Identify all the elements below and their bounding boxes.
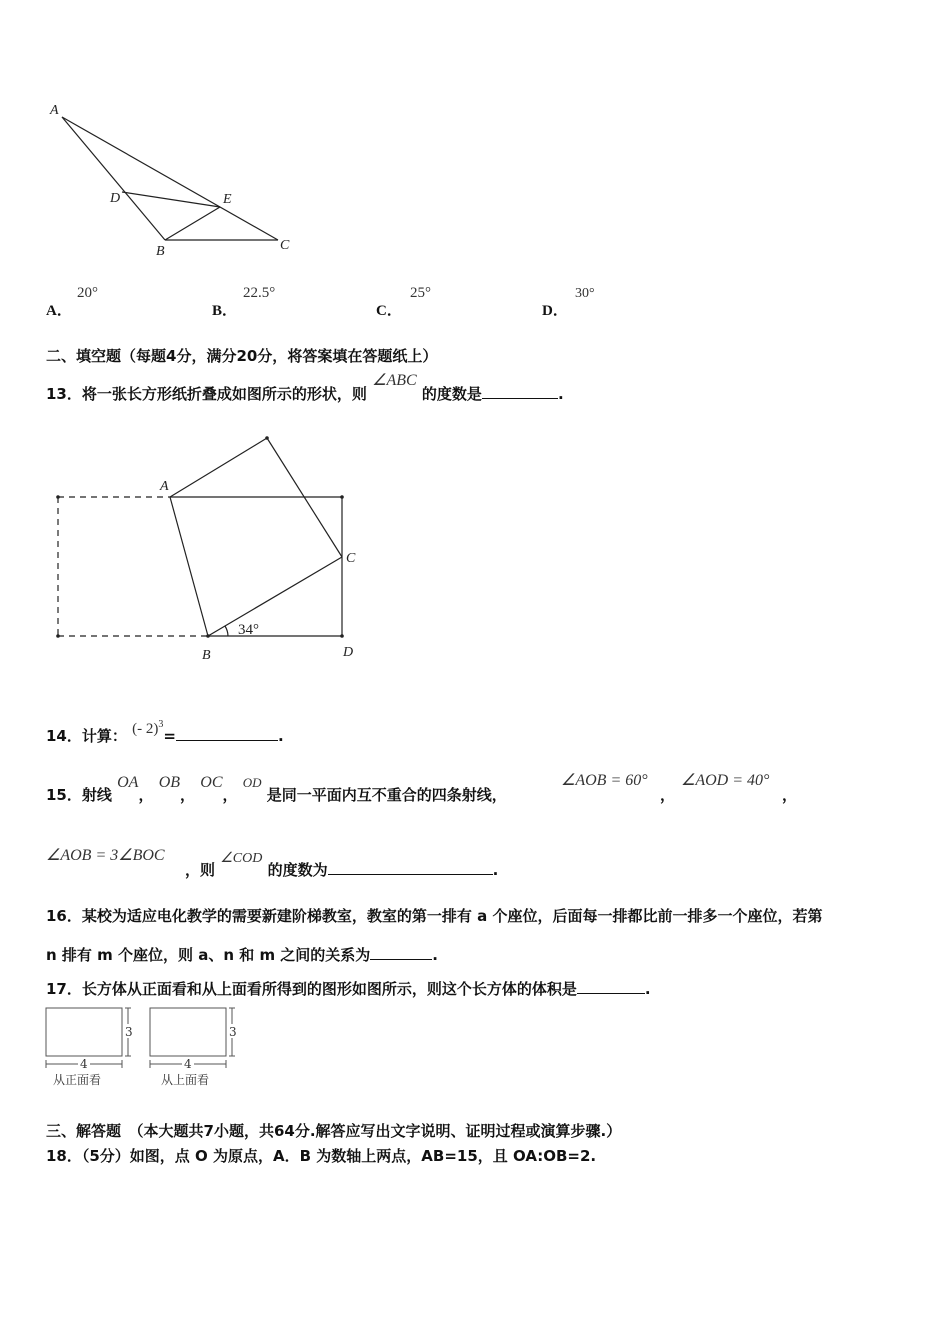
crease-bc bbox=[208, 557, 342, 636]
option-a-value: 20° bbox=[77, 285, 98, 301]
condition-aob: ∠AOB = 60° bbox=[561, 772, 648, 789]
ray-od: OD bbox=[242, 775, 262, 790]
folded-rectangle-figure bbox=[40, 430, 380, 670]
option-c-value: 25° bbox=[410, 285, 431, 301]
triangle-figure bbox=[40, 95, 310, 270]
option-a-label: A． bbox=[46, 303, 72, 319]
q14-prefix: 14．计算： bbox=[46, 727, 127, 745]
q15-answer-blank[interactable] bbox=[328, 860, 493, 875]
q14-equals: = bbox=[163, 727, 176, 745]
fold-top bbox=[170, 438, 267, 497]
ray-oc: OC bbox=[200, 774, 223, 791]
q13-angle: ∠ABC bbox=[372, 372, 417, 389]
top-depth: 3 bbox=[229, 1025, 237, 1039]
label-b: B bbox=[202, 648, 211, 663]
question-14 bbox=[46, 719, 284, 746]
fold-left bbox=[170, 497, 208, 636]
question-17: 17．长方体从正面看和从上面看所得到的图形如图所示，则这个长方体的体积是 . bbox=[46, 980, 651, 998]
label-d: D bbox=[110, 191, 121, 206]
option-b-label: B． bbox=[212, 303, 238, 319]
label-c: C bbox=[346, 551, 356, 566]
condition-aob-boc: ∠AOB = 3∠BOC bbox=[46, 847, 165, 864]
q13-prefix: 13．将一张长方形纸折叠成如图所示的形状，则 bbox=[46, 385, 367, 403]
segment-be bbox=[165, 207, 220, 240]
q15-mid: 是同一平面内互不重合的四条射线， bbox=[266, 786, 507, 804]
q15-prefix: 15．射线 bbox=[46, 786, 112, 804]
question-13 bbox=[46, 372, 564, 404]
section-3-heading: 三、解答题 （本大题共7小题，共64分.解答应写出文字说明、证明过程或演算步骤.） bbox=[46, 1122, 622, 1140]
q14-expression: (- 2)$^3$ bbox=[132, 719, 164, 737]
label-e: E bbox=[223, 192, 232, 207]
ray-oa: OA bbox=[117, 774, 139, 791]
option-c-label: C． bbox=[376, 303, 402, 319]
ray-ob: OB bbox=[158, 774, 181, 791]
label-d: D bbox=[343, 645, 354, 660]
q13-suffix: 的度数是 bbox=[421, 385, 482, 403]
segment-ac bbox=[62, 117, 278, 240]
segment-ab bbox=[62, 117, 165, 240]
segment-de bbox=[122, 192, 220, 207]
label-c: C bbox=[280, 238, 290, 253]
q14-end: . bbox=[277, 727, 284, 745]
front-view-rect bbox=[46, 1008, 122, 1056]
top-view-caption: 从上面看 bbox=[161, 1073, 210, 1087]
option-b-value: 22.5° bbox=[243, 285, 276, 301]
q15-target-angle: ∠COD bbox=[220, 851, 263, 866]
question-16-line-2: n 排有 m 个座位，则 a、n 和 m 之间的关系为 . bbox=[46, 946, 438, 964]
front-height: 3 bbox=[125, 1025, 133, 1039]
angle-arc bbox=[225, 626, 228, 636]
q14-answer-blank[interactable] bbox=[176, 726, 278, 741]
question-15: 15．射线 OA， OB， OC， OD 是同一平面内互不重合的四条射线， bbox=[46, 774, 507, 804]
label-b: B bbox=[156, 244, 165, 259]
label-a: A bbox=[160, 479, 169, 494]
q17-answer-blank[interactable] bbox=[577, 979, 645, 994]
question-16-line-1: 16．某校为适应电化教学的需要新建阶梯教室，教室的第一排有 a 个座位，后面每一排都比前一排多一个座位，若第 bbox=[46, 907, 823, 925]
condition-aod: ∠AOD = 40° bbox=[681, 772, 770, 789]
option-d-label: D． bbox=[542, 303, 568, 319]
q15-line-2: ，则 ∠COD 的度数为 . bbox=[185, 851, 499, 879]
option-d-value: 30° bbox=[575, 286, 595, 301]
q13-answer-blank[interactable] bbox=[482, 384, 558, 399]
front-width: 4 bbox=[80, 1057, 88, 1071]
label-a: A bbox=[50, 103, 59, 118]
front-view-caption: 从正面看 bbox=[53, 1073, 102, 1087]
q13-end: . bbox=[557, 385, 564, 403]
section-2-heading: 二、填空题（每题4分，满分20分，将答案填在答题纸上） bbox=[46, 347, 438, 365]
angle-label: 34° bbox=[238, 622, 259, 638]
top-width: 4 bbox=[184, 1057, 192, 1071]
three-view-figure bbox=[40, 1002, 250, 1094]
top-view-rect bbox=[150, 1008, 226, 1056]
q16-answer-blank[interactable] bbox=[370, 945, 432, 960]
question-18: 18．（5分）如图，点 O 为原点，A．B 为数轴上两点，AB=15，且 OA:OB=2. bbox=[46, 1147, 597, 1165]
